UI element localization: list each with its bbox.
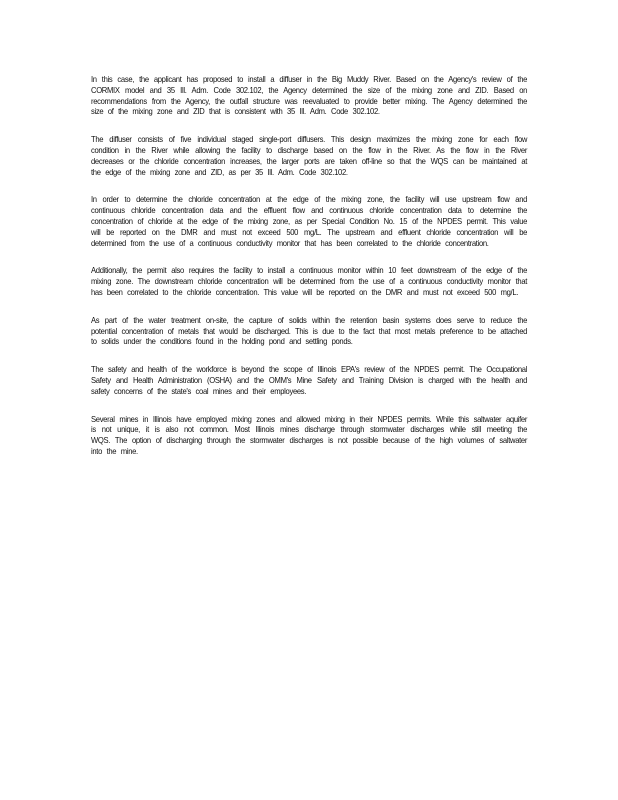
paragraph-water-treatment: As part of the water treatment on-site, the capture of solids within the retention basin systems does serve to reduce the potential concentration of metals that would be discharged. This is due to the fact that most metals preference to be attached to solids under the conditions found in the holding pond and settling ponds.	[91, 314, 528, 347]
paragraph-diffuser-design: The diffuser consists of five individual staged single-port diffusers. This design maximizes the mixing zone for each flow condition in the River while allowing the facility to discharge based on the flow in the River. As the flow in the River decreases or the chloride concentration increases, the larger ports are taken off-line so that the WQS can be maintained at the edge of the mixing zone and ZID, as per 35 Ill. Adm. Code 302.102.	[91, 134, 528, 177]
paragraph-chloride-concentration: In order to determine the chloride concentration at the edge of the mixing zone, the facility will use upstream flow and continuous chloride concentration data and the effluent flow and continuous chloride concentration data to determine the concentration of chloride at the edge of the mixing zone, as per Special Condition No. 15 of the NPDES permit. This value will be reported on the DMR and must not exceed 500 mg/L. The upstream and effluent chloride concentration will be determined from the use of a continuous conductivity monitor that has been correlated to the chloride concentration.	[91, 194, 528, 248]
paragraph-mixing-zone-determination: In this case, the applicant has proposed to install a diffuser in the Big Muddy River. Based on the Agency's review of the CORMIX model and 35 Ill. Adm. Code 302.102, the Agency determined the size of the mixing zone and ZID. Based on recommendations from the Agency, the outfall structure was reevaluated to provide better mixing. The Agency determined the size of the mixing zone and ZID that is consistent with 35 Ill. Adm. Code 302.102.	[91, 74, 528, 117]
paragraph-safety-health: The safety and health of the workforce is beyond the scope of Illinois EPA's review of the NPDES permit. The Occupational Safety and Health Administration (OSHA) and the OMM's Mine Safety and Training Division is charged with the health and safety concerns of the state's coal mines and their employees.	[91, 364, 528, 396]
paragraph-mixing-zones-illinois: Several mines in Illinois have employed mixing zones and allowed mixing in their NPDES permits. While this saltwater aquifer is not unique, it is also not common. Most Illinois mines discharge through stormwater discharges while still meeting the WQS. The option of discharging through the stormwater discharges is not possible because of the high volumes of saltwater into the mine.	[91, 413, 528, 456]
document-body	[91, 74, 527, 474]
paragraph-downstream-monitor: Additionally, the permit also requires the facility to install a continuous monitor within 10 feet downstream of the edge of the mixing zone. The downstream chloride concentration will be determined from the use of a continuous conductivity monitor that has been correlated to the chloride concentration. This value will be reported on the DMR and must not exceed 500 mg/L.	[91, 265, 528, 297]
